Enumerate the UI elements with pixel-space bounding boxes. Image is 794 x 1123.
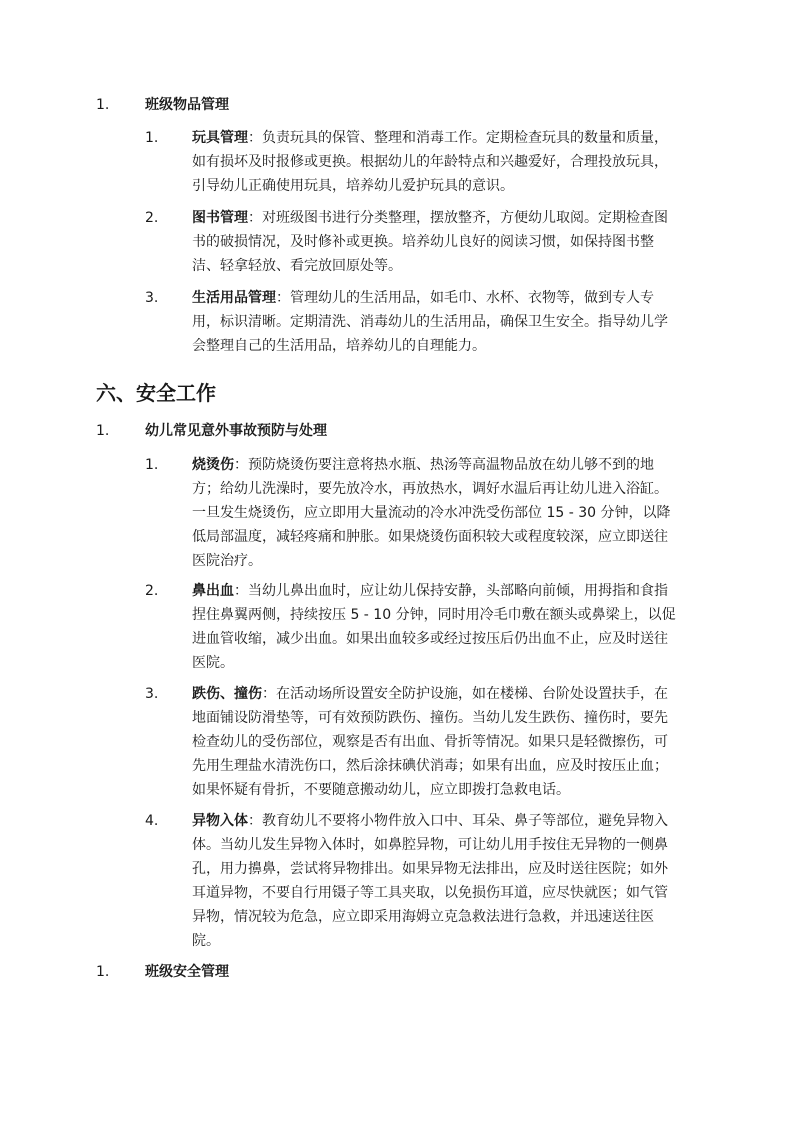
item-line: 玩具管理：负责玩具的保管、整理和消毒工作。定期检查玩具的数量和质量， bbox=[192, 130, 668, 146]
item-line: 方；给幼儿洗澡时，要先放冷水，再放热水，调好水温后再让幼儿进入浴缸。 bbox=[192, 481, 668, 497]
item-line: 鼻出血：当幼儿鼻出血时，应让幼儿保持安静，头部略向前倾，用拇指和食指 bbox=[192, 583, 668, 599]
section-title-safety: 六、安全工作 bbox=[96, 381, 216, 405]
list-number: 3. bbox=[145, 686, 159, 702]
item-line: 如有损坏及时报修或更换。根据幼儿的年龄特点和兴趣爱好，合理投放玩具， bbox=[192, 154, 668, 170]
list-number: 1. bbox=[145, 457, 159, 473]
item-line: 引导幼儿正确使用玩具，培养幼儿爱护玩具的意识。 bbox=[192, 178, 514, 194]
item-line: 医院治疗。 bbox=[192, 553, 262, 569]
item-line: 跌伤、撞伤：在活动场所设置安全防护设施，如在楼梯、台阶处设置扶手，在 bbox=[192, 686, 668, 702]
list-number: 2. bbox=[145, 210, 159, 226]
item-line: 低局部温度，减轻疼痛和肿胀。如果烧烫伤面积较大或程度较深，应立即送往 bbox=[192, 529, 668, 545]
item-line: 洁、轻拿轻放、看完放回原处等。 bbox=[192, 258, 402, 274]
item-term: 生活用品管理 bbox=[192, 290, 276, 306]
list-item-body bbox=[192, 286, 702, 358]
list-number: 1. bbox=[96, 423, 110, 439]
list-number: 1. bbox=[96, 97, 110, 113]
list-number: 1. bbox=[145, 130, 159, 146]
list-item-body bbox=[192, 579, 702, 675]
item-term: 玩具管理 bbox=[192, 130, 248, 146]
item-line: 异物，情况较为危急，应立即采用海姆立克急救法进行急救，并迅速送往医 bbox=[192, 909, 654, 925]
list-number: 1. bbox=[96, 964, 110, 980]
item-term: 鼻出血 bbox=[192, 583, 234, 599]
item-line: 如果怀疑有骨折，不要随意搬动幼儿，应立即拨打急救电话。 bbox=[192, 782, 570, 798]
list-number: 2. bbox=[145, 583, 159, 599]
item-line: 医院。 bbox=[192, 655, 234, 671]
item-line: 先用生理盐水清洗伤口，然后涂抹碘伏消毒；如果有出血，应及时按压止血； bbox=[192, 758, 668, 774]
item-term: 跌伤、撞伤 bbox=[192, 686, 262, 702]
item-line: 图书管理：对班级图书进行分类整理，摆放整齐，方便幼儿取阅。定期检查图 bbox=[192, 210, 668, 226]
list-number: 4. bbox=[145, 813, 159, 829]
item-line: 用，标识清晰。定期清洗、消毒幼儿的生活用品，确保卫生安全。指导幼儿学 bbox=[192, 314, 668, 330]
item-line: 一旦发生烧烫伤，应立即用大量流动的冷水冲洗受伤部位 15 - 30 分钟，以降 bbox=[192, 505, 671, 521]
item-line: 会整理自己的生活用品，培养幼儿的自理能力。 bbox=[192, 338, 486, 354]
list-number: 3. bbox=[145, 290, 159, 306]
list-item-body bbox=[192, 126, 702, 198]
item-line: 体。当幼儿发生异物入体时，如鼻腔异物，可让幼儿用手按住无异物的一侧鼻 bbox=[192, 837, 668, 853]
list-item-body bbox=[192, 682, 702, 802]
list-item-body bbox=[192, 809, 702, 953]
list-heading-text: 班级物品管理 bbox=[145, 97, 229, 113]
item-line: 异物入体：教育幼儿不要将小物件放入口中、耳朵、鼻子等部位，避免异物入 bbox=[192, 813, 668, 829]
item-line: 检查幼儿的受伤部位，观察是否有出血、骨折等情况。如果只是轻微擦伤，可 bbox=[192, 734, 668, 750]
item-line: 书的破损情况，及时修补或更换。培养幼儿良好的阅读习惯，如保持图书整 bbox=[192, 234, 654, 250]
item-line: 地面铺设防滑垫等，可有效预防跌伤、撞伤。当幼儿发生跌伤、撞伤时，要先 bbox=[192, 710, 668, 726]
list-heading-text: 班级安全管理 bbox=[145, 964, 229, 980]
item-line: 烧烫伤：预防烧烫伤要注意将热水瓶、热汤等高温物品放在幼儿够不到的地 bbox=[192, 457, 654, 473]
list-heading-text: 幼儿常见意外事故预防与处理 bbox=[145, 423, 327, 439]
item-line: 捏住鼻翼两侧，持续按压 5 - 10 分钟，同时用冷毛巾敷在额头或鼻梁上，以促 bbox=[192, 607, 676, 623]
item-line: 耳道异物，不要自行用镊子等工具夹取，以免损伤耳道，应尽快就医；如气管 bbox=[192, 885, 668, 901]
item-line: 进血管收缩，减少出血。如果出血较多或经过按压后仍出血不止，应及时送往 bbox=[192, 631, 668, 647]
item-term: 异物入体 bbox=[192, 813, 248, 829]
item-line: 院。 bbox=[192, 933, 220, 949]
item-line: 孔，用力擤鼻，尝试将异物排出。如果异物无法排出，应及时送往医院；如外 bbox=[192, 861, 668, 877]
list-item-body bbox=[192, 206, 702, 278]
item-line: 生活用品管理：管理幼儿的生活用品，如毛巾、水杯、衣物等，做到专人专 bbox=[192, 290, 654, 306]
item-term: 烧烫伤 bbox=[192, 457, 234, 473]
item-term: 图书管理 bbox=[192, 210, 248, 226]
list-item-body bbox=[192, 453, 702, 573]
